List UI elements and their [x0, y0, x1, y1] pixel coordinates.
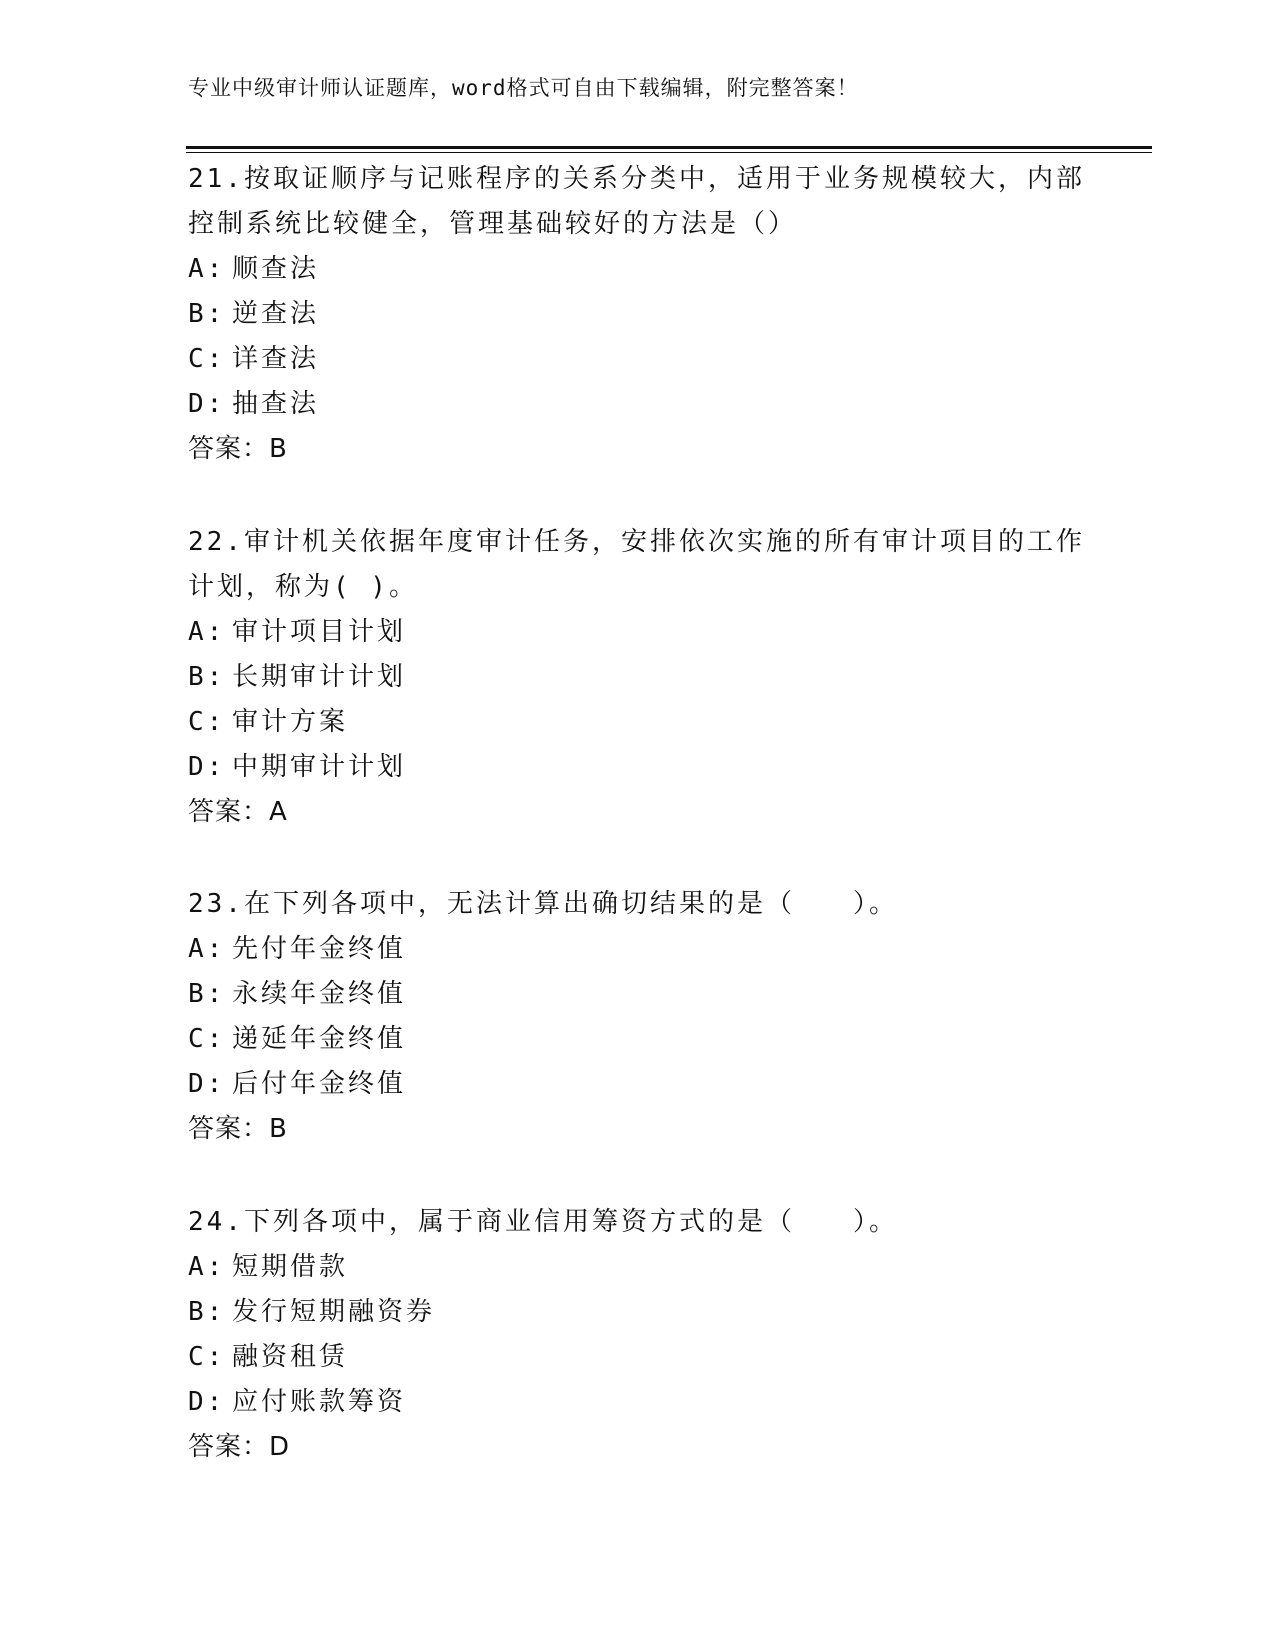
option-b: [188, 972, 1088, 1017]
option-text: 顺查法: [232, 254, 320, 284]
option-key: B:: [188, 1297, 226, 1327]
option-key: A:: [188, 617, 226, 647]
option-key: A:: [188, 254, 226, 284]
question-stem: 22.审计机关依据年度审计任务，安排依次实施的所有审计项目的工作计划，称为( )。: [188, 527, 1085, 602]
option-c: [188, 337, 1088, 382]
option-text: 应付账款筹资: [232, 1387, 407, 1417]
question-stem: 21.按取证顺序与记账程序的关系分类中，适用于业务规模较大，内部控制系统比较健全，管理基础较好的方法是（）: [188, 164, 1085, 239]
option-c: [188, 1335, 1088, 1380]
option-key: A:: [188, 1252, 226, 1282]
page-header: 专业中级审计师认证题库，word格式可自由下载编辑，附完整答案！: [188, 76, 859, 100]
option-d: [188, 745, 1088, 790]
option-key: B:: [188, 299, 226, 329]
option-key: D:: [188, 389, 226, 419]
question-22: [188, 520, 1088, 835]
option-key: D:: [188, 1387, 226, 1417]
option-text: 长期审计计划: [232, 662, 407, 692]
option-key: D:: [188, 752, 226, 782]
question-23: [188, 882, 1088, 1152]
option-text: 审计项目计划: [232, 617, 407, 647]
option-b: [188, 292, 1088, 337]
option-text: 发行短期融资券: [232, 1297, 436, 1327]
option-text: 短期借款: [232, 1252, 349, 1282]
option-key: C:: [188, 1342, 226, 1372]
question-stem: 23.在下列各项中，无法计算出确切结果的是（ ）。: [188, 889, 898, 919]
option-a: [188, 1245, 1088, 1290]
question-21: [188, 157, 1088, 472]
option-key: C:: [188, 707, 226, 737]
answer: 答案：B: [188, 434, 288, 464]
option-text: 审计方案: [232, 707, 349, 737]
answer: 答案：D: [188, 1432, 291, 1462]
option-text: 永续年金终值: [232, 979, 407, 1009]
answer: 答案：B: [188, 1114, 288, 1144]
option-d: [188, 1380, 1088, 1425]
question-24: [188, 1200, 1088, 1470]
option-c: [188, 1017, 1088, 1062]
option-text: 逆查法: [232, 299, 320, 329]
option-d: [188, 1062, 1088, 1107]
option-key: D:: [188, 1069, 226, 1099]
option-key: C:: [188, 1024, 226, 1054]
option-c: [188, 700, 1088, 745]
option-text: 先付年金终值: [232, 934, 407, 964]
question-stem: 24.下列各项中，属于商业信用筹资方式的是（ ）。: [188, 1207, 898, 1237]
option-text: 递延年金终值: [232, 1024, 407, 1054]
option-text: 中期审计计划: [232, 752, 407, 782]
option-d: [188, 382, 1088, 427]
option-text: 抽查法: [232, 389, 320, 419]
option-text: 融资租赁: [232, 1342, 349, 1372]
option-key: B:: [188, 979, 226, 1009]
option-key: A:: [188, 934, 226, 964]
option-b: [188, 655, 1088, 700]
option-text: 详查法: [232, 344, 320, 374]
option-a: [188, 247, 1088, 292]
answer: 答案：A: [188, 797, 288, 827]
option-a: [188, 610, 1088, 655]
option-key: C:: [188, 344, 226, 374]
option-text: 后付年金终值: [232, 1069, 407, 1099]
option-key: B:: [188, 662, 226, 692]
header-divider: [186, 146, 1152, 153]
option-a: [188, 927, 1088, 972]
option-b: [188, 1290, 1088, 1335]
